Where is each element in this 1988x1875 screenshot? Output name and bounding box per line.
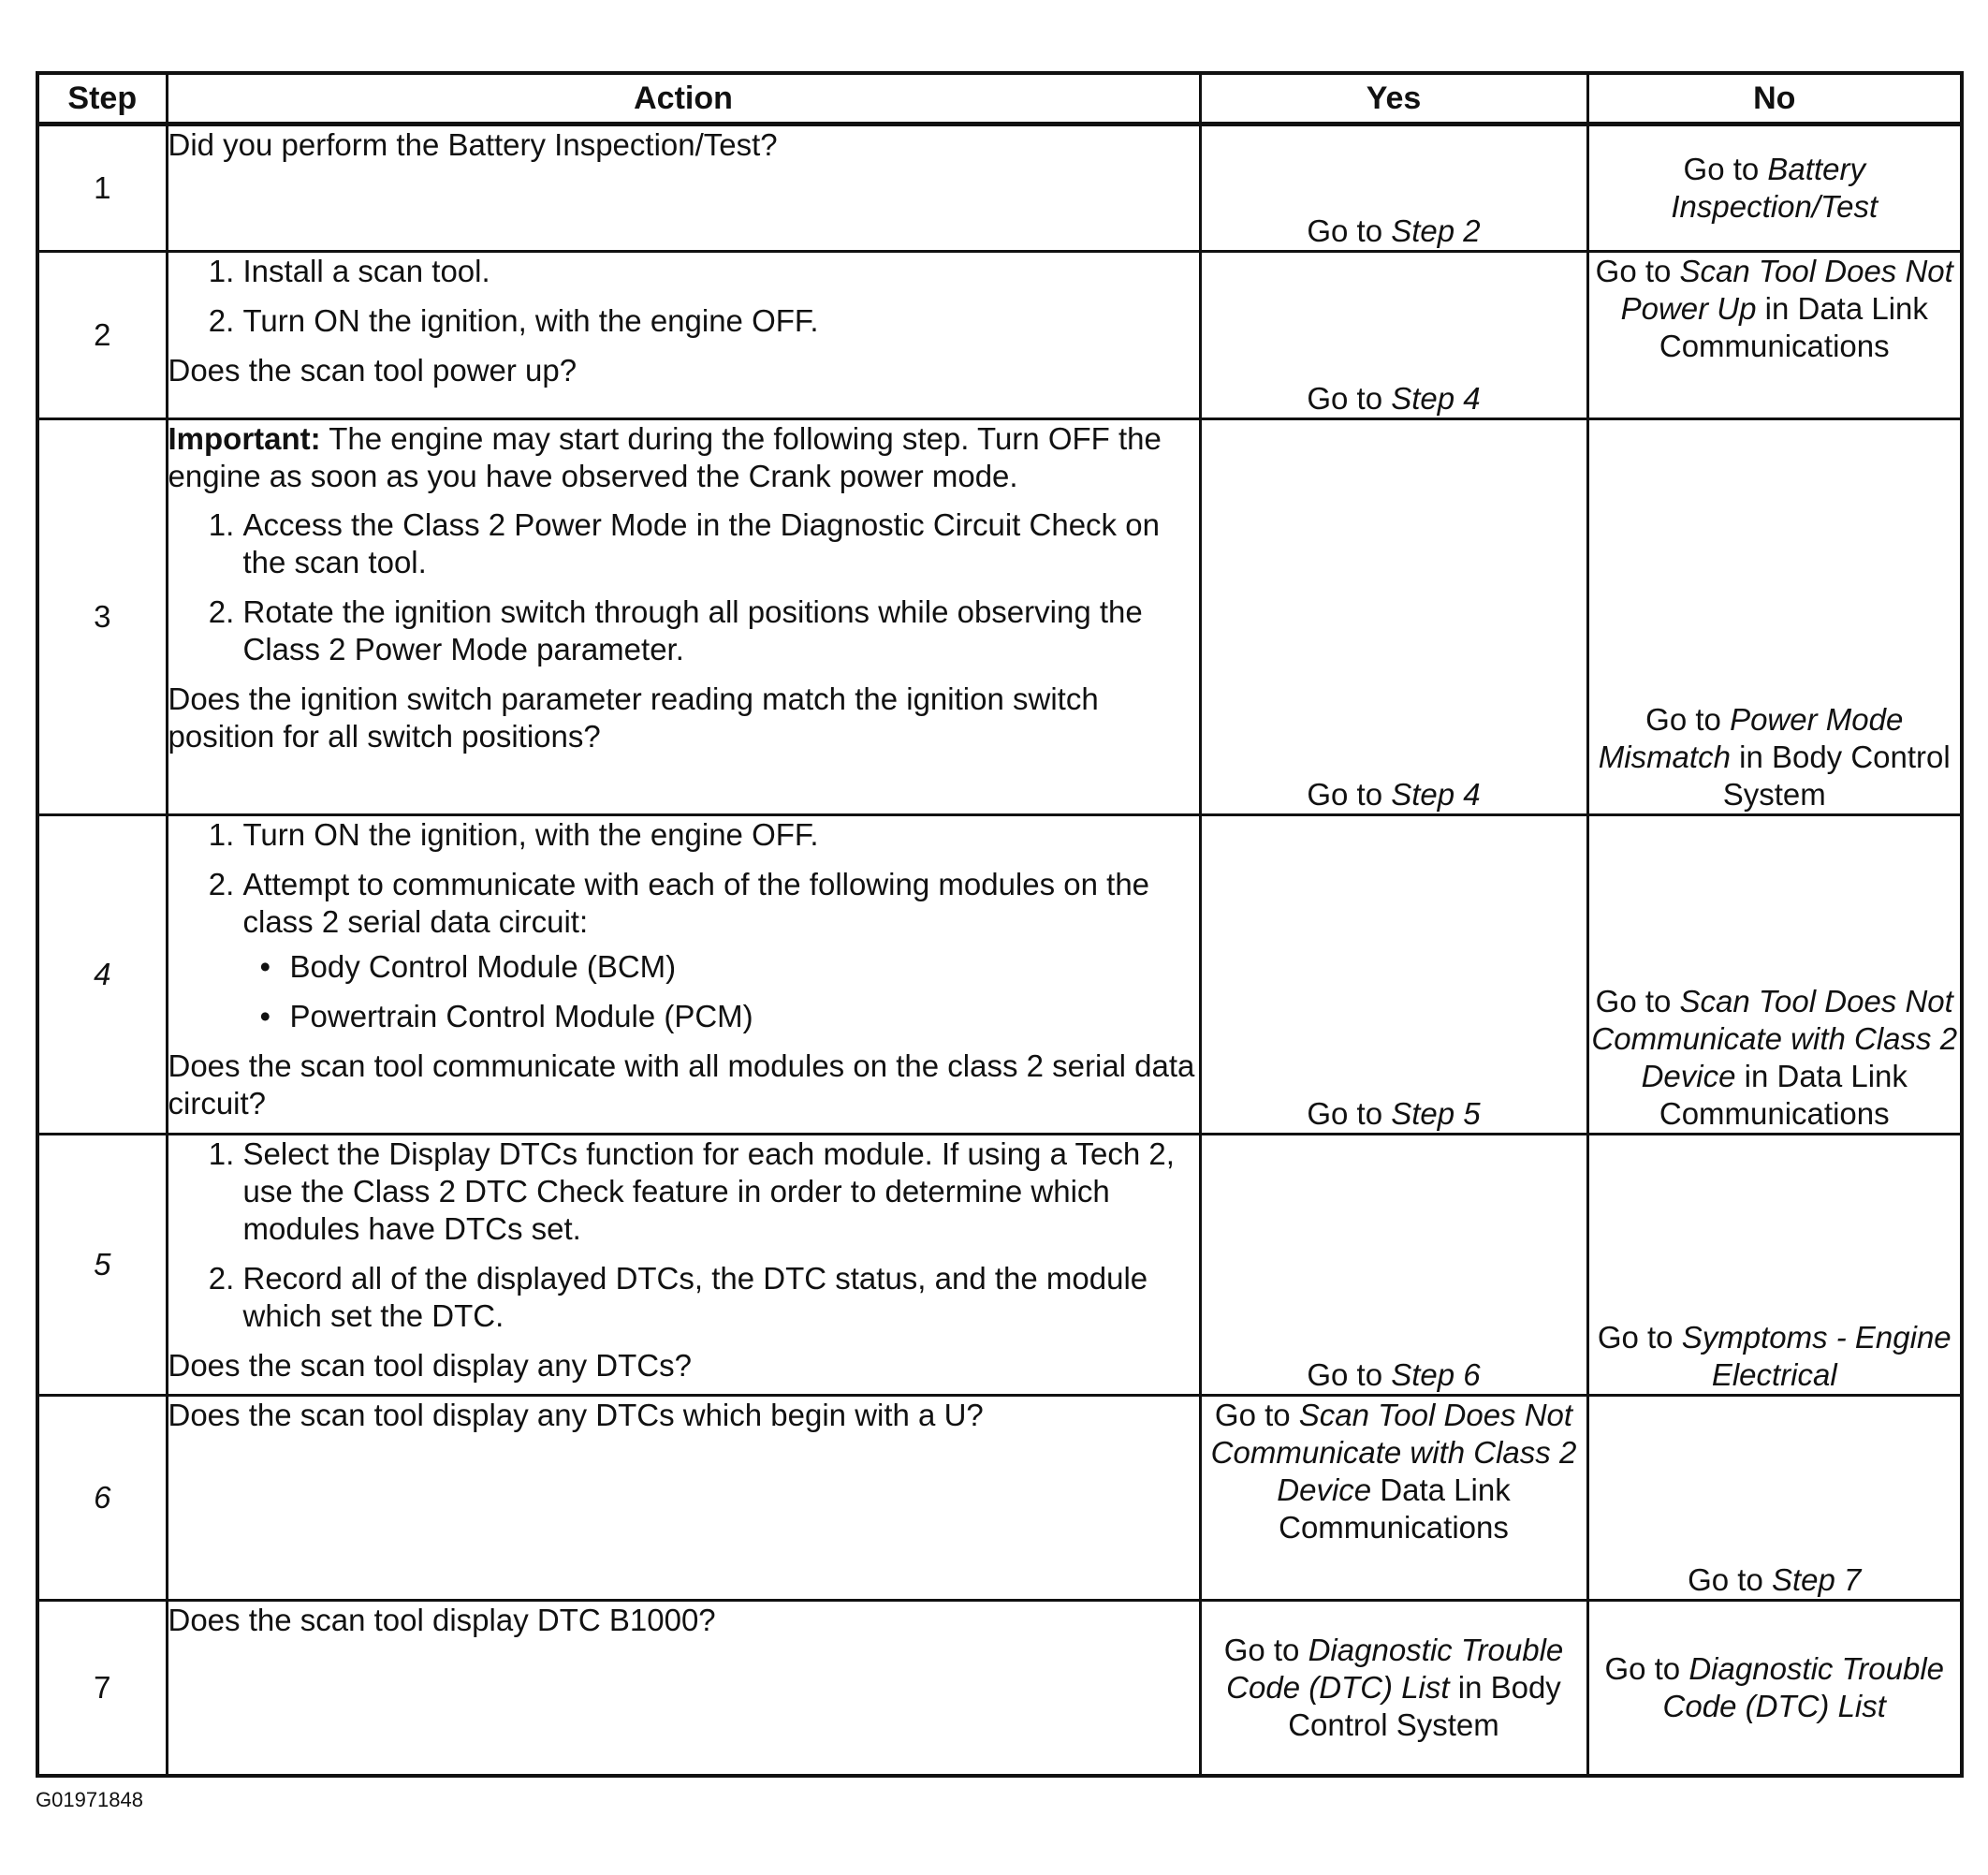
diagnostic-table — [36, 71, 1964, 1778]
step-number: 5 — [37, 1135, 167, 1396]
diagnostic-table-container — [36, 71, 1960, 1778]
no-cell — [1587, 419, 1962, 815]
no-prefix: Go to — [1688, 1562, 1763, 1597]
step-number: 1 — [37, 125, 167, 252]
yes-target-link[interactable]: Step 2 — [1391, 213, 1481, 248]
no-cell — [1587, 252, 1962, 419]
important-text: The engine may start during the following step. Turn OFF the engine as soon as you have observed the Crank power mode. — [168, 421, 1162, 493]
action-question: Does the scan tool power up? — [168, 353, 577, 388]
no-prefix: Go to — [1645, 702, 1721, 737]
important-note — [168, 420, 1199, 495]
no-cell — [1587, 125, 1962, 252]
no-target-link[interactable]: Scan Tool Does Not Power Up — [1620, 254, 1953, 326]
action-cell — [167, 419, 1200, 815]
module-bullet-item: • Powertrain Control Module (PCM) — [290, 998, 1199, 1035]
action-cell — [167, 125, 1200, 252]
header-yes: Yes — [1200, 73, 1587, 125]
no-prefix: Go to — [1683, 152, 1760, 186]
important-label: Important: — [168, 421, 321, 456]
header-step: Step — [37, 73, 167, 125]
yes-cell — [1200, 1601, 1587, 1777]
action-question: Does the scan tool display any DTCs? — [168, 1348, 692, 1383]
action-step-item: 2. Rotate the ignition switch through all positions while observing the Class 2 Power Mode parameter. — [243, 593, 1199, 668]
action-question: Does the scan tool display DTC B1000? — [168, 1603, 716, 1637]
no-cell — [1587, 1396, 1962, 1601]
yes-cell — [1200, 125, 1587, 252]
action-step-item: 1. Access the Class 2 Power Mode in the Diagnostic Circuit Check on the scan tool. — [243, 506, 1199, 581]
step-number: 6 — [37, 1396, 167, 1601]
step-number: 3 — [37, 419, 167, 815]
yes-prefix: Go to — [1307, 777, 1383, 812]
action-step-text: Attempt to communicate with each of the following modules on the class 2 serial data circuit: — [242, 867, 1150, 939]
yes-target-link[interactable]: Step 4 — [1391, 381, 1481, 416]
no-suffix: in Data Link Communications — [1659, 1059, 1908, 1131]
table-header-row — [37, 73, 1962, 125]
yes-prefix: Go to — [1214, 1398, 1291, 1432]
table-row — [37, 125, 1962, 252]
action-step-item: 1. Turn ON the ignition, with the engine OFF. — [243, 816, 1199, 854]
step-number: 4 — [37, 815, 167, 1135]
yes-target-link[interactable]: Step 5 — [1391, 1096, 1481, 1131]
action-cell — [167, 1135, 1200, 1396]
module-bullet-list — [243, 948, 1199, 1035]
step-number: 7 — [37, 1601, 167, 1777]
action-step-item: 2. Turn ON the ignition, with the engine OFF. — [243, 302, 1199, 340]
table-row — [37, 419, 1962, 815]
module-bullet-item: • Body Control Module (BCM) — [290, 948, 1199, 986]
no-cell — [1587, 1601, 1962, 1777]
table-row — [37, 1135, 1962, 1396]
step-number: 2 — [37, 252, 167, 419]
yes-target-link[interactable]: Diagnostic Trouble Code (DTC) List — [1226, 1633, 1564, 1705]
no-target-link[interactable]: Symptoms - Engine Electrical — [1681, 1320, 1951, 1392]
yes-suffix: Data Link Communications — [1279, 1472, 1511, 1545]
table-row — [37, 252, 1962, 419]
yes-prefix: Go to — [1307, 1357, 1383, 1392]
yes-prefix: Go to — [1307, 381, 1383, 416]
action-cell — [167, 1396, 1200, 1601]
yes-cell — [1200, 815, 1587, 1135]
action-step-item — [243, 866, 1199, 1035]
action-steps-list — [168, 1135, 1199, 1335]
no-prefix: Go to — [1595, 254, 1672, 288]
no-prefix: Go to — [1604, 1651, 1681, 1686]
no-suffix: in Data Link Communications — [1659, 291, 1928, 363]
no-cell — [1587, 815, 1962, 1135]
yes-cell — [1200, 1396, 1587, 1601]
yes-prefix: Go to — [1307, 1096, 1383, 1131]
no-target-link[interactable]: Battery Inspection/Test — [1671, 152, 1878, 224]
yes-prefix: Go to — [1223, 1633, 1300, 1667]
no-prefix: Go to — [1595, 984, 1672, 1018]
header-action: Action — [167, 73, 1200, 125]
action-cell — [167, 815, 1200, 1135]
no-target-link[interactable]: Diagnostic Trouble Code (DTC) List — [1662, 1651, 1945, 1723]
no-cell — [1587, 1135, 1962, 1396]
action-question: Did you perform the Battery Inspection/Test? — [168, 127, 778, 162]
action-step-item: 1. Install a scan tool. — [243, 253, 1199, 290]
table-row — [37, 815, 1962, 1135]
action-question: Does the scan tool display any DTCs which begin with a U? — [168, 1398, 984, 1432]
no-prefix: Go to — [1597, 1320, 1674, 1355]
yes-prefix: Go to — [1307, 213, 1383, 248]
yes-suffix: in Body Control System — [1288, 1670, 1561, 1742]
header-no: No — [1587, 73, 1962, 125]
action-cell — [167, 1601, 1200, 1777]
action-step-item: 1. Select the Display DTCs function for each module. If using a Tech 2, use the Class 2 DTC Check feature in order to determine which modules have DTCs set. — [243, 1135, 1199, 1248]
no-target-link[interactable]: Step 7 — [1771, 1562, 1862, 1597]
table-row — [37, 1601, 1962, 1777]
yes-cell — [1200, 419, 1587, 815]
yes-cell — [1200, 252, 1587, 419]
no-target-link[interactable]: Scan Tool Does Not Communicate with Class 2 Device — [1591, 984, 1958, 1093]
figure-code: G01971848 — [36, 1788, 143, 1811]
action-steps-list — [168, 506, 1199, 668]
action-question: Does the ignition switch parameter reading match the ignition switch position for all switch positions? — [168, 681, 1099, 754]
yes-cell — [1200, 1135, 1587, 1396]
action-cell — [167, 252, 1200, 419]
no-suffix: in Body Control System — [1722, 740, 1951, 812]
no-target-link[interactable]: Power Mode Mismatch — [1598, 702, 1904, 774]
table-row — [37, 1396, 1962, 1601]
yes-target-link[interactable]: Step 4 — [1391, 777, 1481, 812]
yes-target-link[interactable]: Scan Tool Does Not Communicate with Class 2 Device — [1210, 1398, 1577, 1507]
action-step-item: 2. Record all of the displayed DTCs, the DTC status, and the module which set the DTC. — [243, 1260, 1199, 1335]
action-question: Does the scan tool communicate with all modules on the class 2 serial data circuit? — [168, 1048, 1195, 1121]
yes-target-link[interactable]: Step 6 — [1391, 1357, 1481, 1392]
action-steps-list — [168, 253, 1199, 340]
action-steps-list — [168, 816, 1199, 1035]
